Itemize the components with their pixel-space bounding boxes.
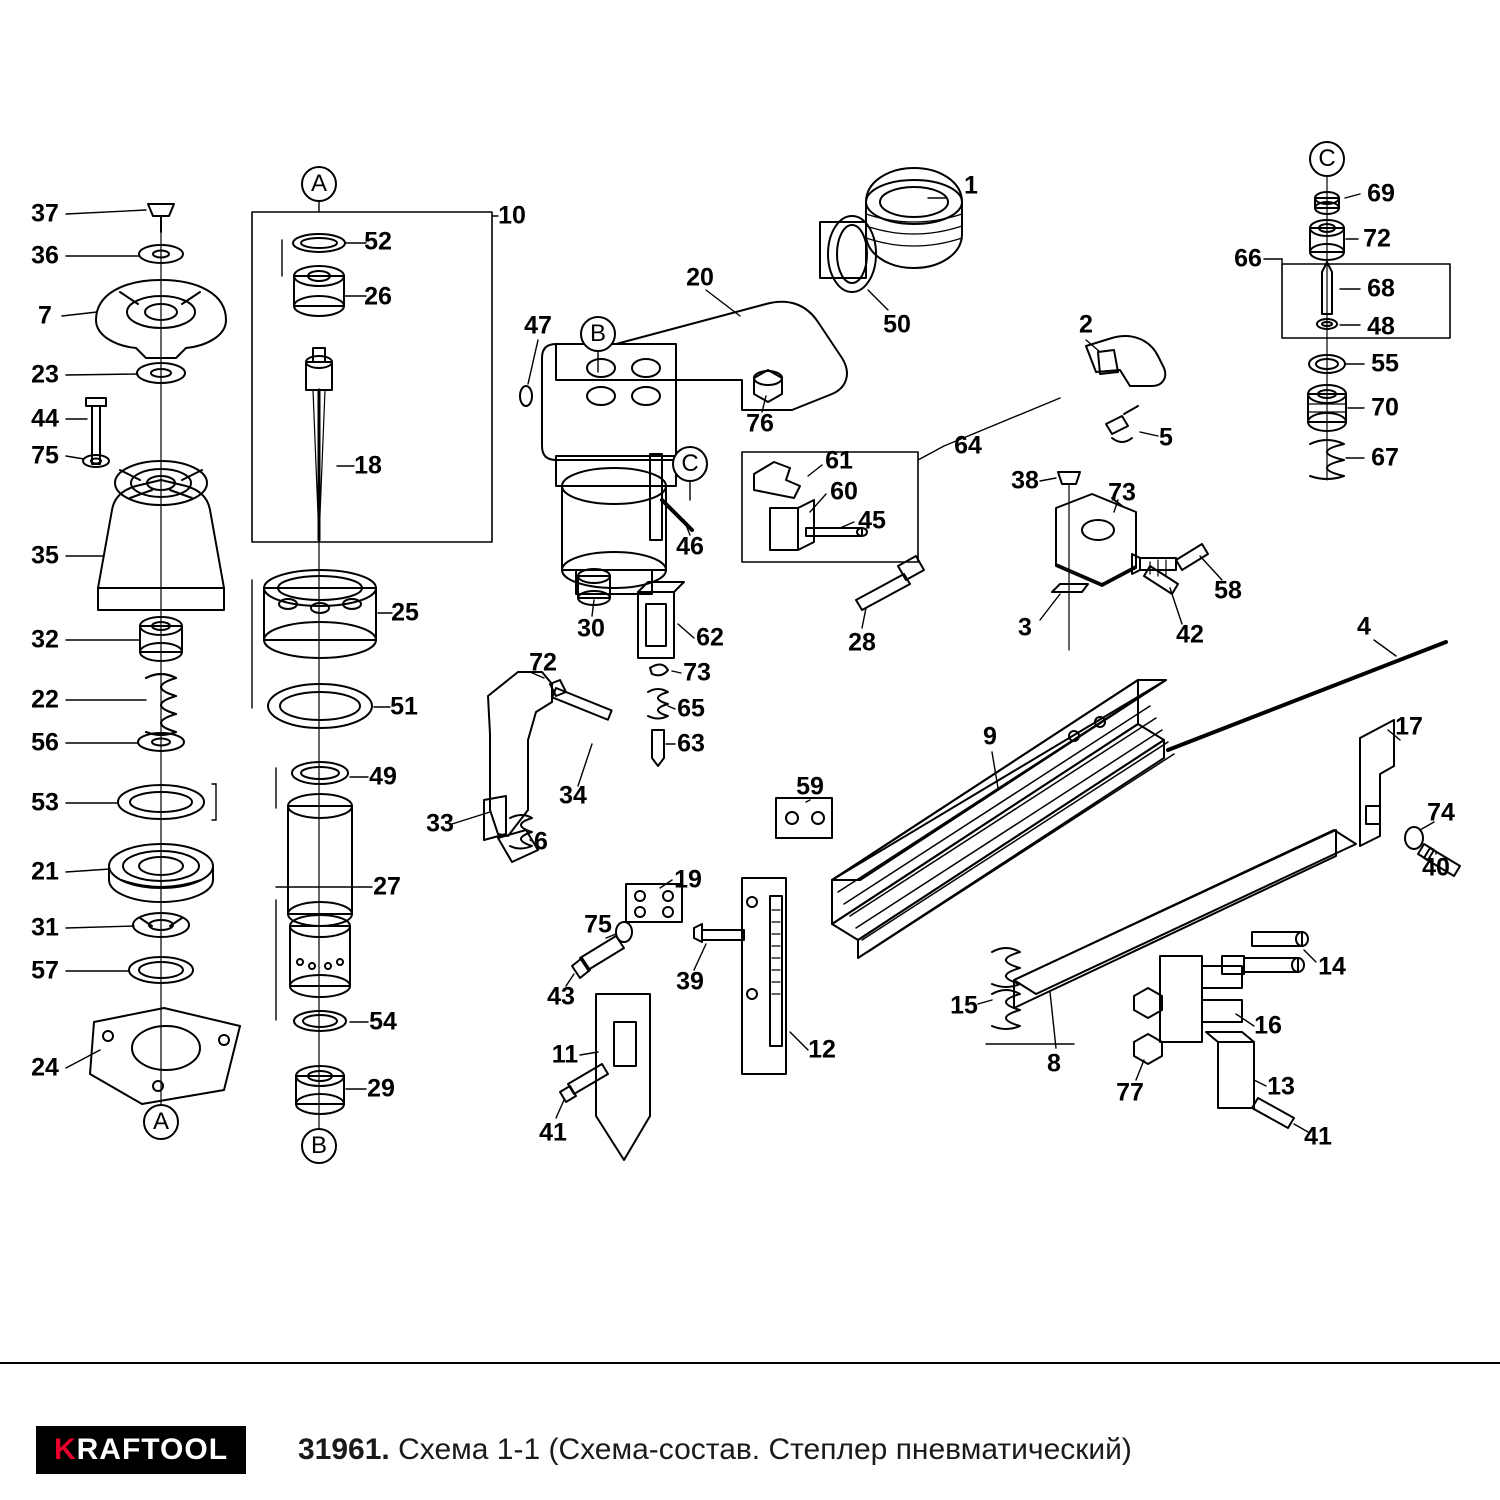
callout-13: 13 — [1267, 1072, 1295, 1101]
callout-43: 43 — [547, 982, 575, 1011]
callout-16: 16 — [1254, 1011, 1282, 1040]
callout-54: 54 — [369, 1007, 397, 1036]
callout-14: 14 — [1318, 952, 1346, 981]
callout-8: 8 — [1047, 1049, 1061, 1078]
callout-12: 12 — [808, 1035, 836, 1064]
callout-3: 3 — [1018, 613, 1032, 642]
callout-45: 45 — [858, 506, 886, 535]
callout-27: 27 — [373, 872, 401, 901]
callout-61: 61 — [825, 446, 853, 475]
callout-6: 6 — [534, 827, 548, 856]
callout-2: 2 — [1079, 310, 1093, 339]
callout-44: 44 — [31, 404, 59, 433]
callout-11: 11 — [551, 1040, 579, 1069]
callout-75: 75 — [31, 441, 59, 470]
callout-19: 19 — [674, 865, 702, 894]
callout-9: 9 — [983, 722, 997, 751]
callout-73: 73 — [683, 658, 711, 687]
callout-40: 40 — [1422, 853, 1450, 882]
callout-42: 42 — [1176, 620, 1204, 649]
callout-64: 64 — [954, 431, 982, 460]
callout-20: 20 — [686, 263, 714, 292]
callout-29: 29 — [367, 1074, 395, 1103]
callout-69: 69 — [1367, 179, 1395, 208]
callout-15: 15 — [950, 991, 978, 1020]
callout-35: 35 — [31, 541, 59, 570]
callout-37: 37 — [31, 199, 59, 228]
callout-62: 62 — [696, 623, 724, 652]
schema-code: 31961. — [298, 1433, 390, 1466]
callout-30: 30 — [577, 614, 605, 643]
callout-72: 72 — [1363, 224, 1391, 253]
callout-39: 39 — [676, 967, 704, 996]
callout-56: 56 — [31, 728, 59, 757]
callout-22: 22 — [31, 685, 59, 714]
callout-23: 23 — [31, 360, 59, 389]
callout-52: 52 — [364, 227, 392, 256]
group-label-b-bottom: B — [301, 1128, 337, 1164]
callout-33: 33 — [426, 809, 454, 838]
callout-55: 55 — [1371, 349, 1399, 378]
callout-38: 38 — [1011, 466, 1039, 495]
footer-divider — [0, 1362, 1500, 1364]
footer — [0, 1400, 1500, 1500]
group-label-c-mid: C — [672, 446, 708, 482]
callout-68: 68 — [1367, 274, 1395, 303]
callout-21: 21 — [31, 857, 59, 886]
callout-50: 50 — [883, 310, 911, 339]
callout-47: 47 — [524, 311, 552, 340]
callout-7: 7 — [38, 301, 52, 330]
callout-49: 49 — [369, 762, 397, 791]
callout-25: 25 — [391, 598, 419, 627]
callout-31: 31 — [31, 913, 59, 942]
kraftool-logo — [36, 1426, 246, 1474]
logo-text: RAFTOOL — [76, 1433, 229, 1466]
callout-24: 24 — [31, 1053, 59, 1082]
callout-28: 28 — [848, 628, 876, 657]
callout-4: 4 — [1357, 612, 1371, 641]
logo-initial: K — [53, 1433, 77, 1466]
callout-18: 18 — [354, 451, 382, 480]
callout-26: 26 — [364, 282, 392, 311]
callout-66: 66 — [1234, 244, 1262, 273]
group-label-a-bottom: A — [143, 1104, 179, 1140]
callout-1: 1 — [964, 171, 978, 200]
callout-57: 57 — [31, 956, 59, 985]
callout-58: 58 — [1214, 576, 1242, 605]
callout-70: 70 — [1371, 393, 1399, 422]
callout-65: 65 — [677, 694, 705, 723]
callout-67: 67 — [1371, 443, 1399, 472]
callout-41: 41 — [1304, 1122, 1332, 1151]
callout-34: 34 — [559, 781, 587, 810]
callout-59: 59 — [796, 772, 824, 801]
schema-title: Схема 1-1 (Схема-состав. Степлер пневматический) — [398, 1433, 1132, 1466]
callout-72: 72 — [529, 648, 557, 677]
callout-63: 63 — [677, 729, 705, 758]
callout-77: 77 — [1116, 1078, 1144, 1107]
callout-60: 60 — [830, 477, 858, 506]
callout-53: 53 — [31, 788, 59, 817]
callout-46: 46 — [676, 532, 704, 561]
callout-41: 41 — [539, 1118, 567, 1147]
callout-48: 48 — [1367, 312, 1395, 341]
footer-title — [298, 1433, 1132, 1467]
callout-32: 32 — [31, 625, 59, 654]
callout-75: 75 — [584, 910, 612, 939]
callout-10: 10 — [498, 201, 526, 230]
callout-76: 76 — [746, 409, 774, 438]
callout-5: 5 — [1159, 423, 1173, 452]
callout-51: 51 — [390, 692, 418, 721]
callout-17: 17 — [1395, 712, 1423, 741]
callout-73: 73 — [1108, 478, 1136, 507]
group-label-c-right: C — [1309, 141, 1345, 177]
callout-74: 74 — [1427, 798, 1455, 827]
group-label-a-top: A — [301, 166, 337, 202]
group-label-b-top: B — [580, 316, 616, 352]
callout-36: 36 — [31, 241, 59, 270]
